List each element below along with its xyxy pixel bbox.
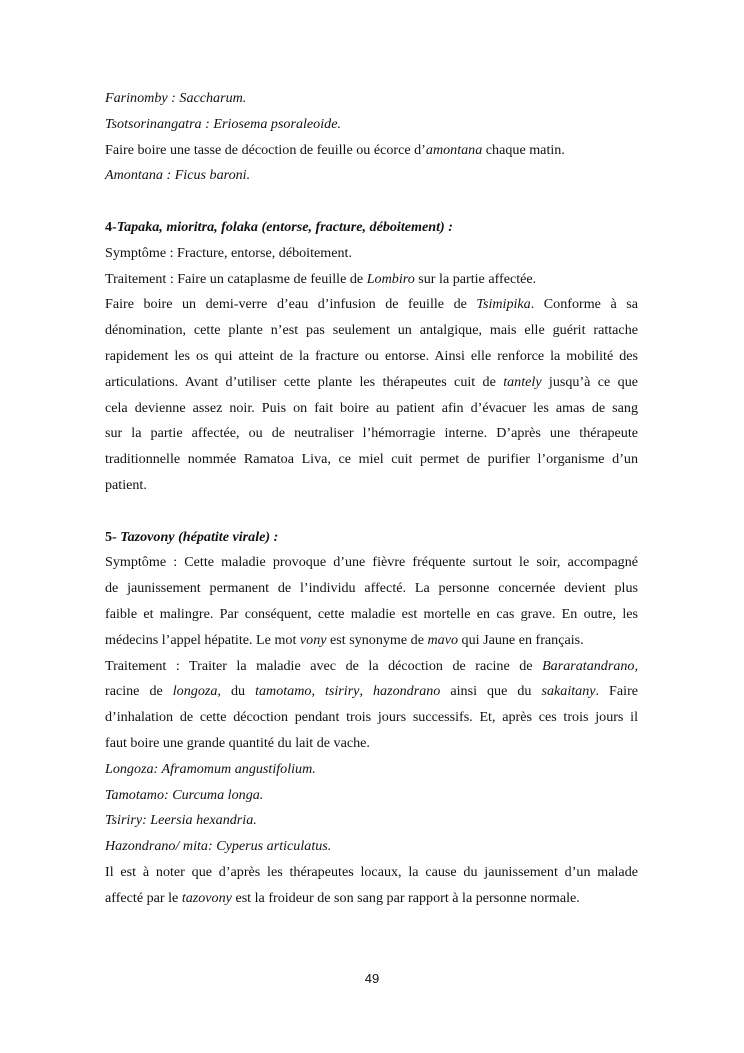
section-5-treatment: Traitement : Traiter la maladie avec de la décoction de racine de Bararatandrano, racine de longoza, du tamotamo, tsiriry, hazondrano ainsi que du sakaitany. Faire d’inhalation de cette décoction pendant trois jours successifs. Et, après ces trois jours il faut boire une grande quantité du lait de vache. [105,657,639,751]
document-body [105,86,638,912]
section-5-heading: 5- Tazovony (hépatite virale) : [105,528,279,545]
section-4-paragraph: Faire boire un demi-verre d’eau d’infusion de feuille de Tsimipika. Conforme à sa dénomination, cette plante n’est pas seulement un antalgique, mais elle guérit rattache rapidement les os qui atteint de la fracture ou entorse. Ainsi elle renforce la mobilité des articulations. Avant d’utiliser cette plante les thérapeutes cuit de tantely jusqu’à ce que cela devienne assez noir. Puis on fait boire au patient afin d’évacuer les amas de sang sur la partie affectée, ou de neutraliser l’hémorragie interne. D’après une thérapeute traditionnelle nommée Ramatoa Liva, ce miel cuit permet de purifier l’organisme d’un patient. [105,296,639,493]
species-line-farinomby: Farinomby : Saccharum. [105,90,247,106]
amontana-instruction: Faire boire une tasse de décoction de feuille ou écorce d’amontana chaque matin. [105,141,565,158]
section-5-symptom: Symptôme : Cette maladie provoque d’une fièvre fréquente surtout le soir, accompagné de jaunissement permanent de l’individu affecté. La personne concernée devient plus faible et malingre. Par conséquent, cette maladie est mortelle en cas grave. En outre, les médecins l’appel hépatite. Le mot vony est synonyme de mavo qui Jaune en français. [105,554,638,648]
species-line-longoza: Longoza: Aframomum angustifolium. [105,760,316,777]
page-number: 49 [364,971,380,986]
species-line-hazondrano: Hazondrano/ mita: Cyperus articulatus. [105,838,332,855]
section-4-symptom: Symptôme : Fracture, entorse, déboitement. [105,244,352,261]
species-line-tsiriry: Tsiriry: Leersia hexandria. [105,812,257,829]
species-line-tsotsorinangatra: Tsotsorinangatra : Eriosema psoraleoide. [105,115,341,132]
section-4-treatment: Traitement : Faire un cataplasme de feuille de Lombiro sur la partie affectée. [105,270,537,287]
species-line-tamotamo: Tamotamo: Curcuma longa. [105,786,264,803]
section-4-heading: 4-Tapaka, mioritra, folaka (entorse, fracture, déboitement) : [105,218,453,235]
species-line-amontana: Amontana : Ficus baroni. [105,167,251,184]
section-5-note: Il est à noter que d’après les thérapeutes locaux, la cause du jaunissement d’un malade affecté par le tazovony est la froideur de son sang par rapport à la personne normale. [105,863,638,906]
